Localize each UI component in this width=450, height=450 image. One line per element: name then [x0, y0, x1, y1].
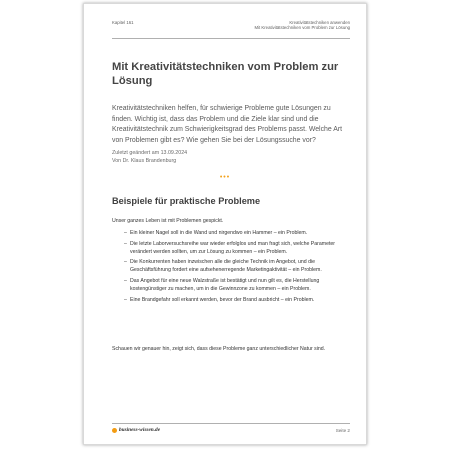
intro-paragraph: Kreativitätstechniken helfen, für schwierige Probleme gute Lösungen zu finden. Wichtig ist, dass das Problem und die Ziele klar sind und die Kreativitätstechnik zum Schwierigkeitsgrad des Problems passt. Welche Art von Problemen gibt es? Wie gehen Sie bei der Lösungssuche vor?	[112, 105, 343, 144]
separator-dots: •••	[219, 174, 231, 181]
list-item	[124, 278, 346, 294]
list-item-text: Die letzte Laborversuchsreihe war wieder erfolglos und man fragt sich, welche Parameter verändert werden sollten, um zur Lösung zu kommen – ein Problem.	[130, 240, 336, 255]
dash-marker: –	[124, 259, 127, 266]
section-label	[254, 20, 350, 31]
list-item	[124, 230, 346, 238]
list-item	[124, 259, 346, 275]
dash-marker: –	[124, 240, 127, 247]
dash-marker: –	[124, 230, 127, 236]
logo-text: business-wissen.de	[119, 427, 161, 433]
article-meta	[112, 149, 187, 165]
updated-date: Zuletzt geändert am 13.09.2024	[112, 150, 188, 156]
author-line: Von Dr. Klaus Brandenburg	[112, 158, 177, 165]
list-item-text: Die Konkurrenten haben inzwischen alle die gleiche Technik im Angebot, und die Geschäftsführung fordert eine aufsehenerregende Marketingaktivität – ein Problem.	[130, 259, 322, 274]
lead-paragraph: Unser ganzes Leben ist mit Problemen gespickt.	[112, 218, 224, 224]
dash-marker: –	[124, 277, 127, 284]
list-item	[124, 297, 346, 305]
dash-marker: –	[124, 296, 127, 303]
page-number: Seite 2	[335, 428, 350, 433]
section-label-line2: Mit Kreativitätstechniken vom Problem zur Lösung	[254, 25, 350, 31]
closing-paragraph: Schauen wir genauer hin, zeigt sich, dass diese Probleme ganz unterschiedlicher Natur sind.	[112, 346, 326, 352]
list-item-text: Das Angebot für eine neue Walzstraße ist bestätigt und nun gilt es, die Herstellung kostengünstiger zu machen, um in die Gewinnzone zu kommen – ein Problem.	[130, 277, 320, 292]
page-header	[112, 20, 350, 39]
problem-list	[124, 230, 346, 307]
chapter-label: Kapitel 161	[112, 20, 134, 25]
list-item-text: Ein kleiner Nagel soll in die Wand und nirgendwo ein Hammer – ein Problem.	[130, 230, 308, 236]
document-page	[83, 3, 367, 445]
section-heading: Beispiele für praktische Probleme	[112, 196, 261, 206]
site-logo	[112, 427, 160, 433]
logo-dot-icon	[112, 428, 117, 433]
page-footer	[112, 423, 350, 438]
section-label-line1: Kreativitätstechniken anwenden	[289, 20, 350, 25]
page-title: Mit Kreativitätstechniken vom Problem zur Lösung	[112, 61, 339, 87]
list-item	[124, 241, 346, 257]
list-item-text: Eine Brandgefahr soll erkannt werden, bevor der Brand ausbricht – ein Problem.	[130, 296, 315, 303]
